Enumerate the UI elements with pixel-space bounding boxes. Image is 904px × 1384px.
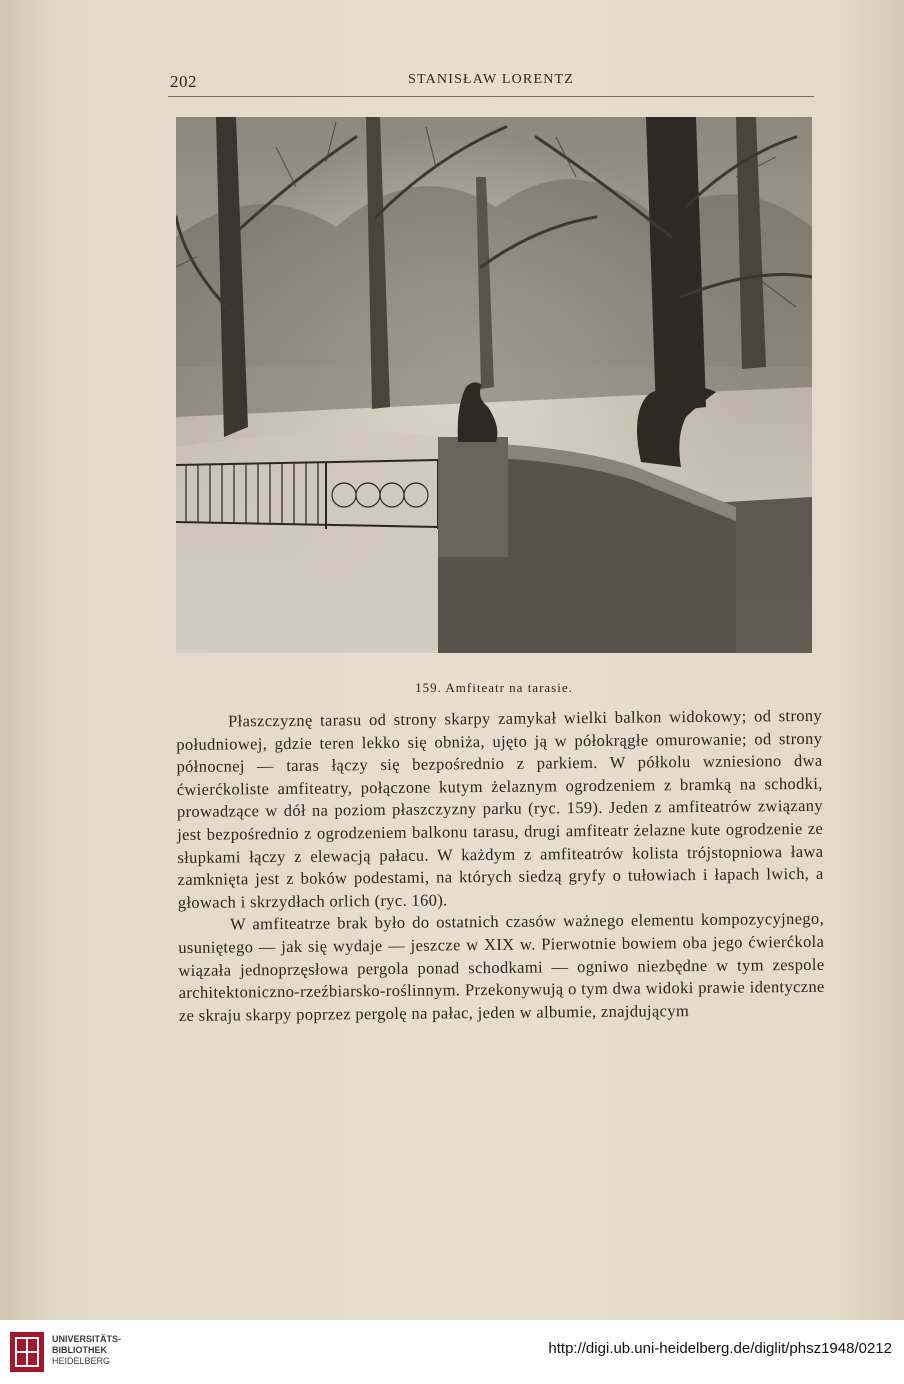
library-line: UNIVERSITÄTS-	[52, 1334, 122, 1344]
library-footer	[0, 1320, 904, 1384]
body-text	[176, 705, 825, 1027]
library-logo-icon	[10, 1332, 44, 1372]
library-name	[52, 1334, 121, 1367]
library-line: BIBLIOTHEK	[52, 1345, 107, 1355]
source-url-link[interactable]: http://digi.ub.uni-heidelberg.de/diglit/phsz1948/0212	[548, 1340, 892, 1357]
photograph-amphitheatre	[176, 117, 812, 653]
running-head: STANISŁAW LORENTZ	[407, 72, 575, 87]
paragraph: Płaszczyznę tarasu od strony skarpy zamykał wielki balkon widokowy; od strony południowej, gdzie teren lekko się obniża, ujęto ją w półokrągłe omurowanie; od strony północnej — taras łączy się bezpośrednio z parkiem. W półkolu wzniesiono dwa ćwierćkoliste amfiteatry, połączone kutym żelaznym ogrodzeniem z bramką na schodki, prowadzące w dół na poziom płaszczyzny parku (ryc. 159). Jeden z amfiteatrów związany jest bezpośrednio z ogrodzeniem balkonu tarasu, drugi amfiteatr żelazne kute ogrodzenie ze słupkami łączy z elewacją pałacu. W każdym z amfiteatrów kolista trójstopniowa ława zamknięta jest z boków podestami, na których siedzą gryfy o tułowiach i łapach lwich, a głowach i skrzydłach orlich (ryc. 160).	[176, 705, 824, 912]
library-line: HEIDELBERG	[52, 1356, 111, 1366]
page-number: 202	[170, 72, 197, 91]
figure-caption: 159. Amfiteatr na tarasie.	[415, 680, 573, 695]
page-header	[168, 70, 814, 97]
paragraph: W amfiteatrze brak było do ostatnich czasów ważnego elementu kompozycyjnego, usuniętego — jak się wydaje — jeszcze w XIX w. Pierwotnie bowiem oba jego ćwierćkola wiązała jednoprzęsłowa pergola ponad schodkami — ogniwo niezbędne w tym zespole architektoniczno-rzeźbiarsko-roślinnym. Przekonywują o tym dwa widoki prawie identyczne ze skraju skarpy poprzez pergolę na pałac, jeden w albumie, znajdującym	[178, 909, 825, 1025]
